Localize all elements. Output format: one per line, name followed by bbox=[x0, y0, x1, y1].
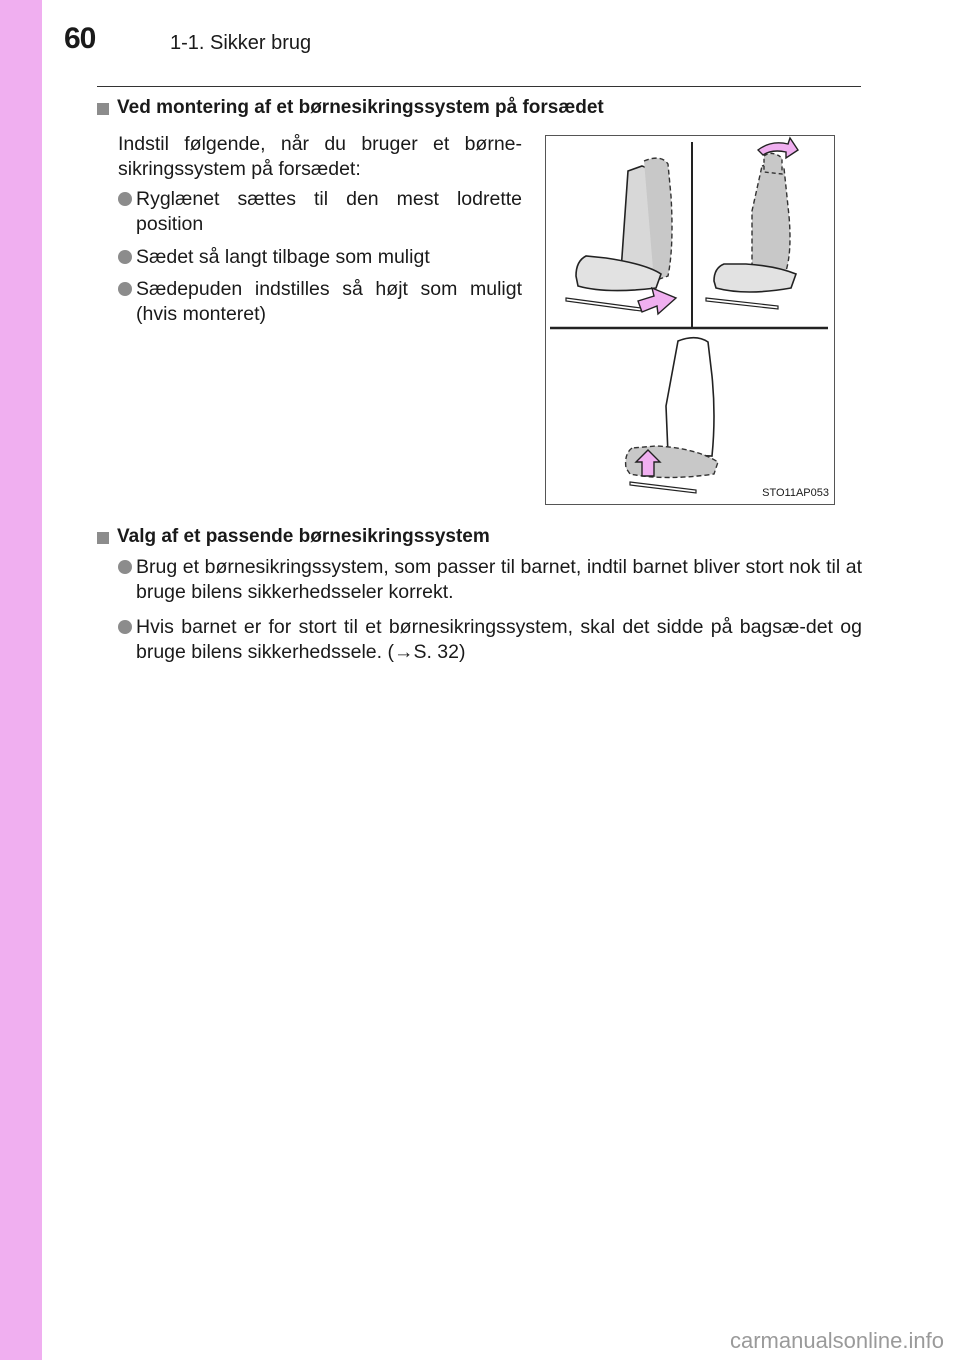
bullet-dot-icon bbox=[118, 620, 132, 634]
side-color-band bbox=[0, 0, 42, 1360]
list-item-text: Sædepuden indstilles så højt som muligt (hvis monteret) bbox=[136, 278, 522, 325]
seat-upright-icon bbox=[566, 158, 676, 314]
bullet-dot-icon bbox=[118, 560, 132, 574]
list-item-text: Hvis barnet er for stort til et børnesikringssystem, skal det sidde på bagsæ-det og bruge bilens sikkerhedssele. (→S. 32) bbox=[136, 616, 862, 663]
list-item bbox=[118, 555, 862, 605]
seat-rear-icon bbox=[706, 138, 798, 309]
heading-text: Ved montering af et børnesikringssystem på forsædet bbox=[117, 97, 604, 118]
bullet-dot-icon bbox=[118, 282, 132, 296]
list-item-text: Brug et børnesikringssystem, som passer til barnet, indtil barnet bliver stort nok til at bruge bilens sikkerhedsseler korrekt. bbox=[136, 556, 862, 603]
square-bullet-icon bbox=[97, 103, 109, 115]
seat-illustration bbox=[546, 136, 833, 503]
list-item bbox=[118, 245, 522, 270]
list-item-text: Sædet så langt tilbage som muligt bbox=[136, 246, 430, 268]
seat-cushion-icon bbox=[626, 338, 718, 493]
list-item bbox=[118, 277, 522, 327]
figure-code: STO11AP053 bbox=[762, 487, 829, 499]
intro-paragraph: Indstil følgende, når du bruger et børne-sikringssystem på forsædet: bbox=[118, 133, 522, 180]
square-bullet-icon bbox=[97, 532, 109, 544]
list-item bbox=[118, 187, 522, 237]
section-heading-choose-seat bbox=[97, 526, 490, 548]
bullet-dot-icon bbox=[118, 192, 132, 206]
bullet-dot-icon bbox=[118, 250, 132, 264]
header-divider bbox=[97, 86, 861, 87]
heading-text: Valg af et passende børnesikringssystem bbox=[117, 526, 490, 547]
section-title: 1-1. Sikker brug bbox=[170, 32, 312, 54]
section-heading-front-seat bbox=[97, 97, 604, 119]
list-item-text: Ryglænet sættes til den mest lodrette position bbox=[136, 188, 522, 235]
page-number: 60 bbox=[64, 22, 96, 55]
watermark: carmanualsonline.info bbox=[729, 1328, 944, 1353]
seat-adjustment-figure bbox=[545, 135, 835, 505]
list-item bbox=[118, 615, 862, 665]
